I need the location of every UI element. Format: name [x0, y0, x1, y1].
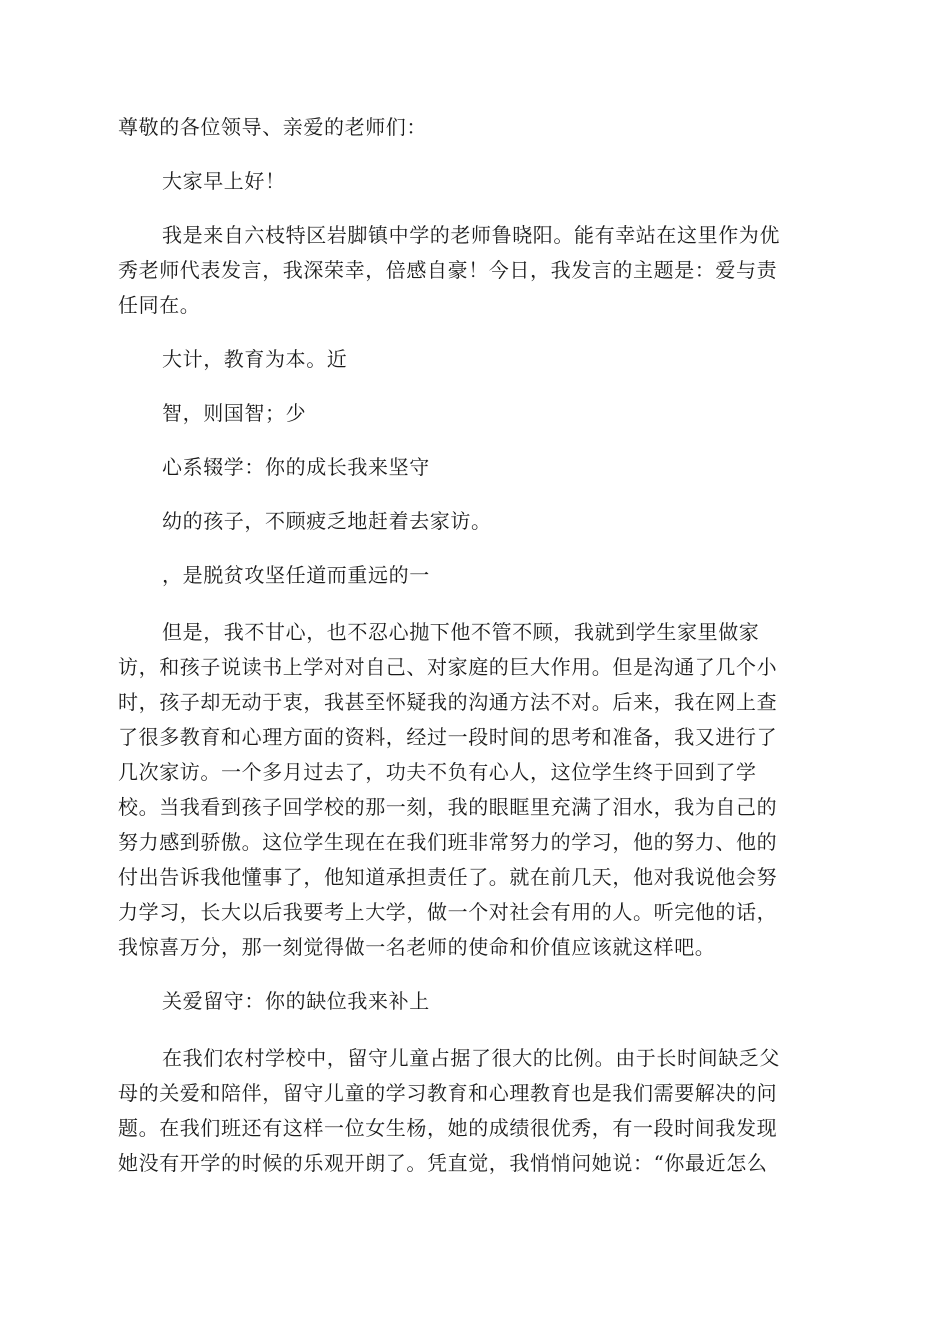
paragraph-line: 时，孩子却无动于衷，我甚至怀疑我的沟通方法不对。后来，我在网上查 [118, 690, 778, 714]
fragment-text: 大计，教育为本。近 [162, 347, 348, 371]
fragment-text: ，是脱贫攻坚任道而重远的一 [162, 563, 430, 587]
intro-paragraph [118, 218, 832, 323]
paragraph-line: 秀老师代表发言，我深荣幸，倍感自豪！今日，我发言的主题是：爱与责 [118, 258, 778, 282]
document-body [118, 110, 832, 1181]
fragment-paragraph [118, 342, 832, 377]
paragraph-line: 在我们农村学校中，留守儿童占据了很大的比例。由于长时间缺乏父 [162, 1046, 780, 1070]
section-heading [118, 984, 832, 1019]
fragment-text: 幼的孩子，不顾疲乏地赶着去家访。 [162, 509, 492, 533]
paragraph-line: 访，和孩子说读书上学对对自己、对家庭的巨大作用。但是沟通了几个小 [118, 655, 778, 679]
paragraph-line: 母的关爱和陪伴，留守儿童的学习教育和心理教育也是我们需要解决的问 [118, 1081, 778, 1105]
greeting [118, 164, 832, 199]
fragment-text: 智，则国智；少 [162, 401, 307, 425]
paragraph-line: 任同在。 [118, 293, 201, 317]
paragraph-line: 题。在我们班还有这样一位女生杨，她的成绩很优秀，有一段时间我发现 [118, 1116, 778, 1140]
section-heading-text: 心系辍学：你的成长我来坚守 [162, 455, 430, 479]
paragraph-line: 几次家访。一个多月过去了，功夫不负有心人，这位学生终于回到了学 [118, 760, 757, 784]
paragraph-line: 力学习，长大以后我要考上大学，做一个对社会有用的人。听完他的话， [118, 900, 778, 924]
section-heading-text: 关爱留守：你的缺位我来补上 [162, 989, 430, 1013]
greeting-text: 大家早上好！ [162, 169, 286, 193]
fragment-paragraph [118, 558, 832, 593]
paragraph-line: 付出告诉我他懂事了，他知道承担责任了。就在前几天，他对我说他会努 [118, 865, 778, 889]
fragment-paragraph [118, 504, 832, 539]
paragraph-line: 我是来自六枝特区岩脚镇中学的老师鲁晓阳。能有幸站在这里作为优 [162, 223, 780, 247]
paragraph-line: 但是，我不甘心，也不忍心抛下他不管不顾，我就到学生家里做家 [162, 620, 760, 644]
paragraph-line: 她没有开学的时候的乐观开朗了。凭直觉，我悄悄问她说：“你最近怎么 [118, 1151, 768, 1175]
story-paragraph [118, 615, 832, 965]
salutation-text: 尊敬的各位领导、亲爱的老师们： [118, 115, 427, 139]
paragraph-line: 我惊喜万分，那一刻觉得做一名老师的使命和价值应该就这样吧。 [118, 935, 716, 959]
story-paragraph [118, 1041, 832, 1181]
paragraph-line: 了很多教育和心理方面的资料，经过一段时间的思考和准备，我又进行了 [118, 725, 778, 749]
paragraph-line: 校。当我看到孩子回学校的那一刻，我的眼眶里充满了泪水，我为自己的 [118, 795, 778, 819]
paragraph-line: 努力感到骄傲。这位学生现在在我们班非常努力的学习，他的努力、他的 [118, 830, 778, 854]
section-heading [118, 450, 832, 485]
salutation [118, 110, 832, 145]
fragment-paragraph [118, 396, 832, 431]
